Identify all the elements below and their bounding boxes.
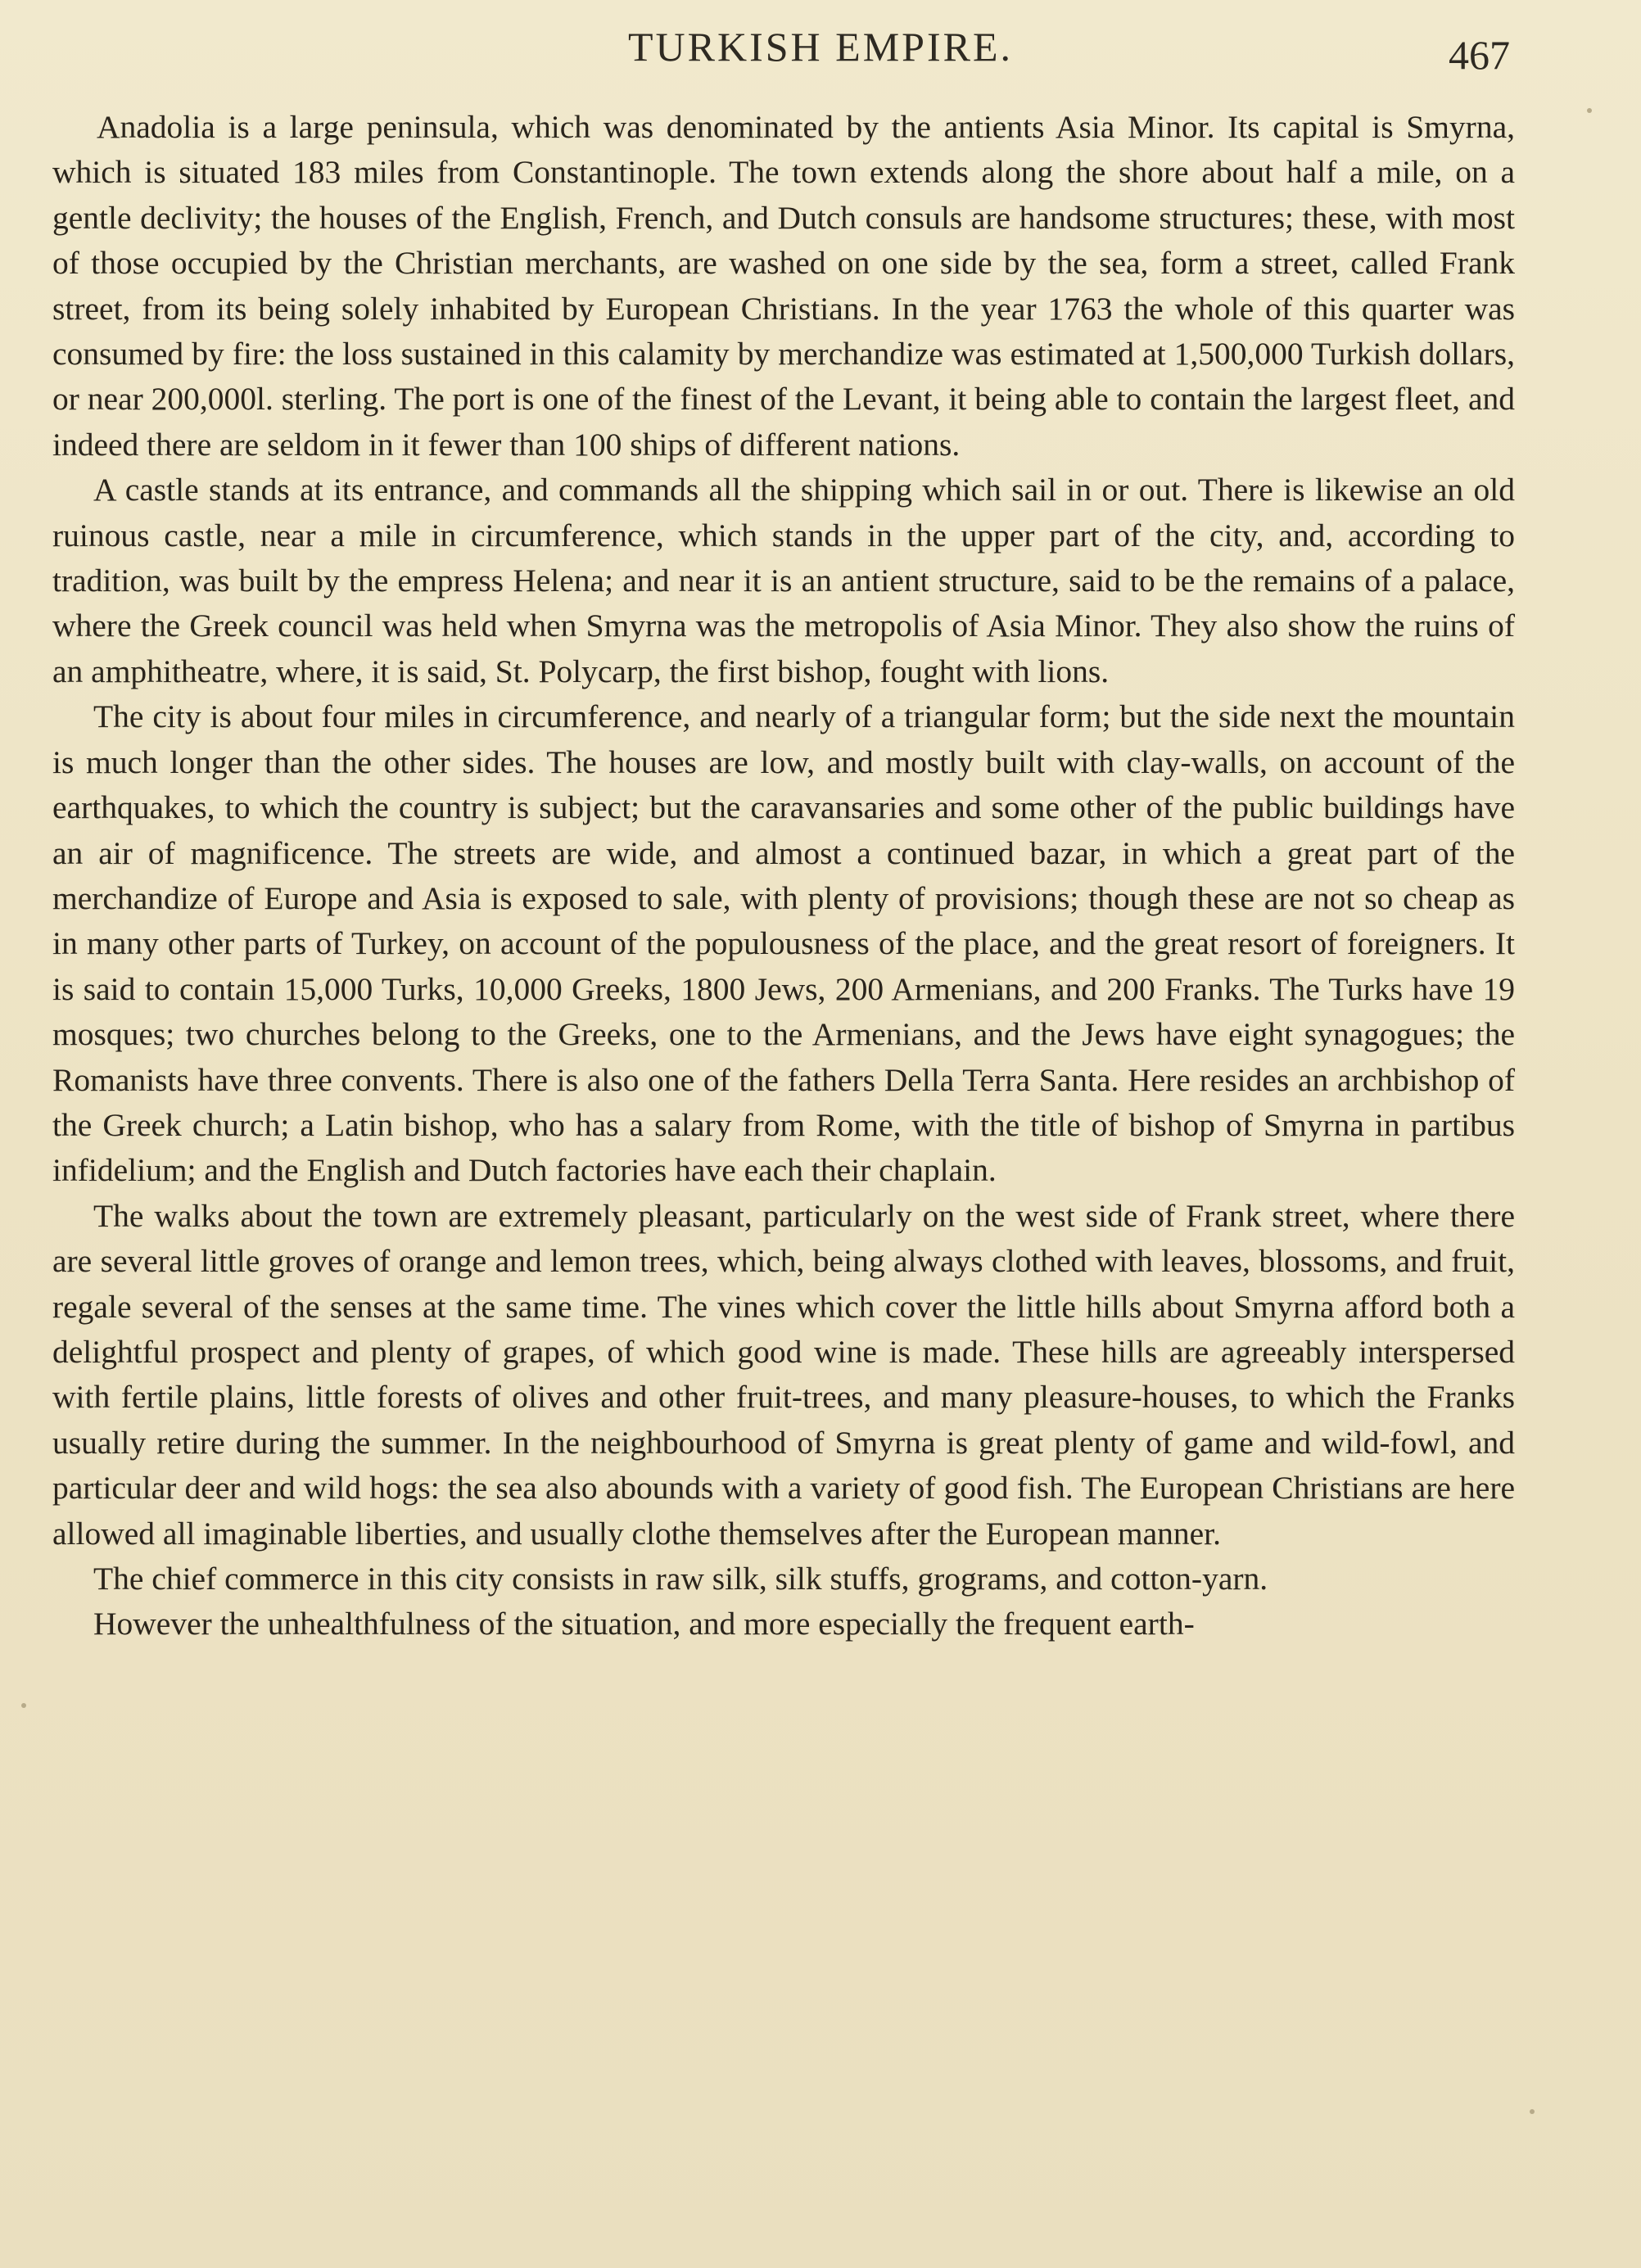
paragraph-anadolia: Anadolia is a large peninsula, which was denominated by the antients Asia Minor. Its capital is Smyrna, which is situated 183 miles from Constantinople. The town extends along the shore about half a mile, on a gentle declivity; the houses of the English, French, and Dutch consuls are handsome structures; these, with most of those occupied by the Christian merchants, are washed on one side by the sea, form a street, called Frank street, from its being solely inhabited by European Christians. In the year 1763 the whole of this quarter was consumed by fire: the loss sustained in this calamity by merchandize was estimated at 1,500,000 Turkish dollars, or near 200,000l. sterling. The port is one of the finest of the Levant, it being able to contain the largest fleet, and indeed there are seldom in it fewer than 100 ships of different nations. — [52, 109, 1515, 463]
paragraph-castle: A castle stands at its entrance, and commands all the shipping which sail in or out. There is likewise an old ruinous castle, near a mile in circumference, which stands in the upper part of the city, and, according to tradition, was built by the empress Helena; and near it is an antient structure, said to be the remains of a palace, where the Greek council was held when Smyrna was the metropolis of Asia Minor. They also show the ruins of an amphitheatre, where, it is said, St. Polycarp, the first bishop, fought with lions. — [52, 472, 1515, 689]
paragraph-commerce: The chief commerce in this city consists in raw silk, silk stuffs, grograms, and cotton-yarn. — [93, 1561, 1268, 1597]
paragraph-city: The city is about four miles in circumference, and nearly of a triangular form; but the side next the mountain is much longer than the other sides. The houses are low, and mostly built with clay-walls, on account of the earthquakes, to which the country is subject; but the caravansaries and some other of the public buildings have an air of magnificence. The streets are wide, and almost a continued bazar, in which a great part of the merchandize of Europe and Asia is exposed to sale, with plenty of provisions; though these are not so cheap as in many other parts of Turkey, on account of the populousness of the place, and the great resort of foreigners. It is said to contain 15,000 Turks, 10,000 Greeks, 1800 Jews, 200 Armenians, and 200 Franks. The Turks have 19 mosques; two churches belong to the Greeks, one to the Armenians, and the Jews have eight synagogues; the Romanists have three convents. There is also one of the fathers Della Terra Santa. Here resides an archbishop of the Greek church; a Latin bishop, who has a salary from Rome, with the title of bishop of Smyrna in partibus infidelium; and the English and Dutch factories have each their chaplain. — [52, 698, 1515, 1189]
body-text — [52, 105, 1515, 1647]
paper-speck — [1530, 2109, 1535, 2114]
paper-speck — [21, 1703, 26, 1708]
page-number: 467 — [1449, 32, 1510, 78]
paragraph-unhealthfulness: However the unhealthfulness of the situation, and more especially the frequent earth- — [93, 1606, 1195, 1642]
paper-speck — [1587, 108, 1592, 113]
running-title: TURKISH EMPIRE. — [627, 24, 1014, 70]
paragraph-walks: The walks about the town are extremely pleasant, particularly on the west side of Frank street, where there are several little groves of orange and lemon trees, which, being always clothed with leaves, blossoms, and fruit, regale several of the senses at the same time. The vines which cover the little hills about Smyrna afford both a delightful prospect and plenty of grapes, of which good wine is made. These hills are agreeably interspersed with fertile plains, little forests of olives and other fruit-trees, and many pleasure-houses, to which the Franks usually retire during the summer. In the neighbourhood of Smyrna is great plenty of game and wild-fowl, and particular deer and wild hogs: the sea also abounds with a variety of good fish. The European Christians are here allowed all imaginable liberties, and usually clothe themselves after the European manner. — [52, 1197, 1515, 1552]
